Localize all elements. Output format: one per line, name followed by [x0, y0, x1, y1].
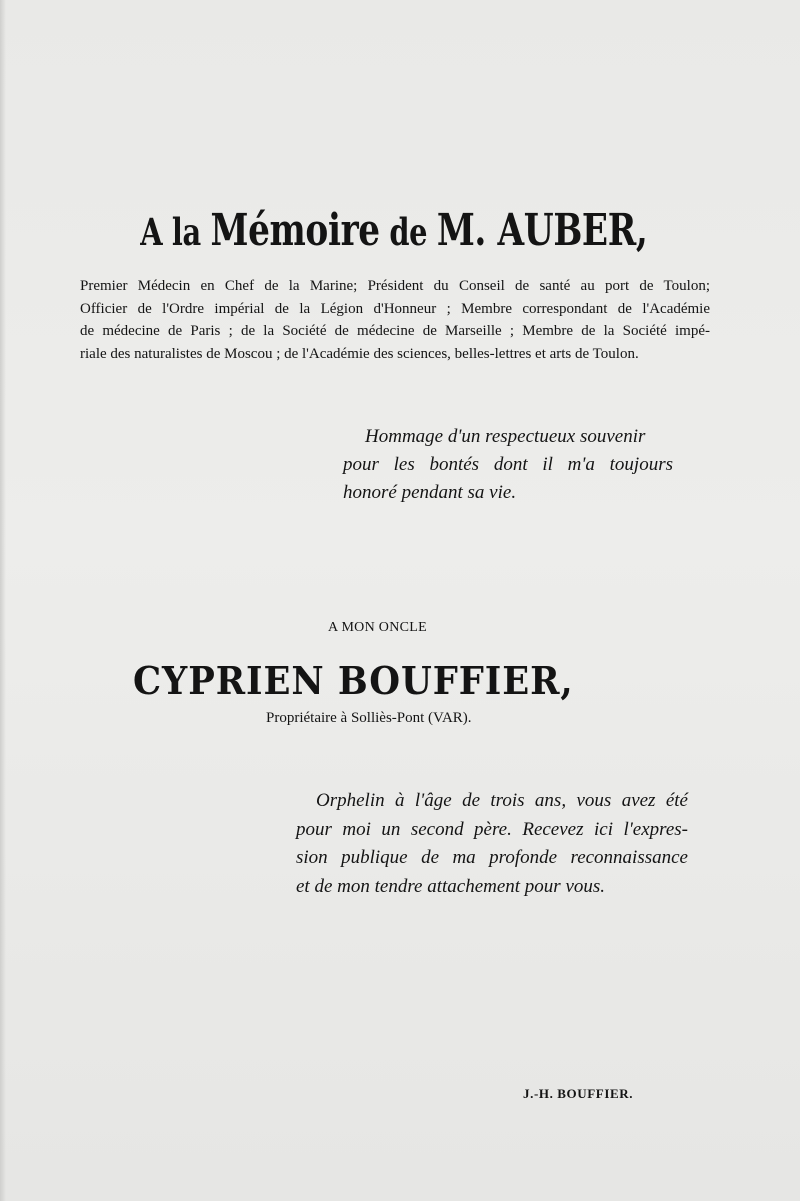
title-memoire: Mémoire [210, 205, 380, 256]
hommage-line: honoré pendant sa vie. [343, 482, 517, 503]
credentials-paragraph [80, 275, 710, 365]
title-de: de [379, 210, 437, 254]
orphelin-line: sion publique de ma profonde reconnaissance [296, 847, 688, 868]
dedication-title [82, 205, 706, 256]
orphelin-line: pour moi un second père. Recevez ici l'expres- [296, 818, 688, 840]
hommage-line: pour les bontés dont il m'a toujours [343, 454, 673, 475]
credentials-line: Premier Médecin en Chef de la Marine; Président du Conseil de santé au port de Toulon; [80, 278, 710, 294]
page-edge-shadow [0, 0, 6, 1201]
title-auber: AUBER, [485, 205, 648, 256]
uncle-name: CYPRIEN BOUFFIER, [133, 658, 574, 703]
uncle-title: Propriétaire à Solliès-Pont (VAR). [266, 710, 472, 726]
hommage-line: Hommage d'un respectueux souvenir [365, 426, 646, 447]
credentials-line: riale des naturalistes de Moscou ; de l'Académie des sciences, belles-lettres et arts de Toulon. [80, 345, 639, 362]
credentials-line: Officier de l'Ordre impérial de la Légion d'Honneur ; Membre correspondant de l'Académie [80, 300, 710, 317]
orphelin-paragraph [296, 787, 688, 901]
hommage-paragraph [343, 423, 673, 507]
dedication-label: A MON ONCLE [328, 620, 427, 635]
orphelin-line: Orphelin à l'âge de trois ans, vous avez été [316, 790, 688, 811]
title-prefix: A la [140, 210, 211, 254]
credentials-line: de médecine de Paris ; de la Société de médecine de Marseille ; Membre de la Société impé- [80, 323, 710, 339]
orphelin-line: et de mon tendre attachement pour vous. [296, 875, 606, 897]
title-m: M. [436, 205, 486, 256]
signature: J.-H. BOUFFIER. [523, 1086, 634, 1101]
